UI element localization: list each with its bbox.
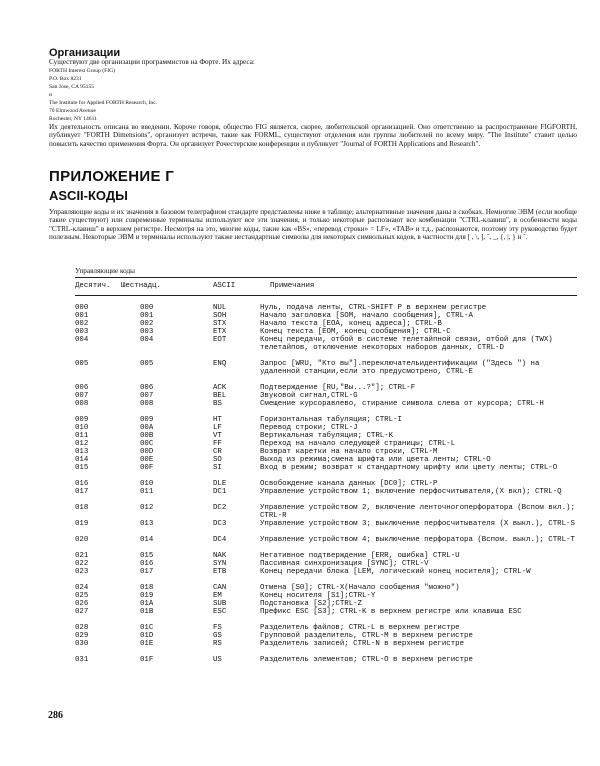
cell-ascii: SUB — [213, 600, 227, 608]
table-header-rule — [75, 295, 577, 296]
cell-hex: 002 — [140, 320, 154, 328]
cell-ascii: SI — [213, 464, 222, 472]
cell-dec: 025 — [75, 592, 89, 600]
cell-dec: 029 — [75, 632, 89, 640]
cell-hex: 019 — [140, 592, 154, 600]
header-hex: Шестнадц. — [121, 282, 161, 290]
cell-note: Разделитель файлов; CTRL-L в верхнем регистре — [260, 624, 460, 632]
address-line: The Institute for Applied FORTH Research, Inc. — [49, 100, 158, 106]
cell-hex: 01A — [140, 600, 154, 608]
cell-note: Освобождение канала данных [DC0]; CTRL-P — [260, 480, 438, 488]
cell-hex: 008 — [140, 400, 154, 408]
cell-hex: 005 — [140, 360, 154, 368]
cell-dec: 011 — [75, 432, 89, 440]
header-ascii: ASCII — [213, 282, 236, 290]
cell-dec: 001 — [75, 312, 89, 320]
cell-dec: 030 — [75, 640, 89, 648]
page-number: 286 — [48, 710, 63, 721]
cell-dec: 027 — [75, 608, 89, 616]
cell-dec: 005 — [75, 360, 89, 368]
address-separator: и — [49, 92, 52, 98]
address-line: San Jose, CA 95155 — [49, 84, 95, 90]
cell-note: Звуковой сигнал,CTRL-G — [260, 392, 358, 400]
cell-hex: 012 — [140, 504, 154, 512]
cell-hex: 010 — [140, 480, 154, 488]
cell-hex: 00A — [140, 424, 154, 432]
cell-dec: 002 — [75, 320, 89, 328]
cell-note: Управление устройством 4; выключение перфоратора (Вспом. выкл.); CTRL-T — [260, 536, 575, 544]
cell-note: Конец носителя [S1];CTRL-Y — [260, 592, 376, 600]
cell-ascii: SYN — [213, 560, 227, 568]
cell-dec: 013 — [75, 448, 89, 456]
cell-note: Разделитель записей; CTRL-N в верхнем регистре — [260, 640, 465, 648]
cell-hex: 016 — [140, 560, 154, 568]
cell-hex: 00E — [140, 456, 154, 464]
cell-dec: 021 — [75, 552, 89, 560]
cell-dec: 010 — [75, 424, 89, 432]
cell-hex: 011 — [140, 488, 154, 496]
cell-ascii: DC2 — [213, 504, 227, 512]
cell-note: Префикс ESC [S3]; CTRL-K в верхнем регистре или клавиша ESC — [260, 608, 522, 616]
cell-ascii: DC1 — [213, 488, 227, 496]
cell-note: Конец передачи, отбой в системе телетайпной связи, отбой для (TWX) телетайпов, отключение некоторых наборов данных, CTRL-D — [260, 336, 553, 353]
cell-dec: 004 — [75, 336, 89, 344]
cell-dec: 016 — [75, 480, 89, 488]
cell-note: Начало текста [EOA, конец адреса]; CTRL-B — [260, 320, 442, 328]
cell-dec: 009 — [75, 416, 89, 424]
cell-ascii: ESC — [213, 608, 227, 616]
cell-note: Пассивная синхронизация [SYNC]; CTRL-V — [260, 560, 429, 568]
cell-dec: 012 — [75, 440, 89, 448]
cell-ascii: FS — [213, 624, 222, 632]
cell-ascii: LF — [213, 424, 222, 432]
cell-dec: 020 — [75, 536, 89, 544]
cell-hex: 01B — [140, 608, 154, 616]
cell-dec: 022 — [75, 560, 89, 568]
cell-ascii: STX — [213, 320, 227, 328]
cell-hex: 001 — [140, 312, 154, 320]
cell-dec: 008 — [75, 400, 89, 408]
appendix-title: ПРИЛОЖЕНИЕ Г — [49, 168, 175, 185]
cell-dec: 024 — [75, 584, 89, 592]
cell-note: Начало заголовка [SOM, начало сообщения], CTRL-A — [260, 312, 473, 320]
cell-note: Конец передачи блока [LEM, логический конец носителя]; CTRL-W — [260, 568, 531, 576]
cell-note: Разделитель элементов; CTRL-O в верхнем регистре — [260, 656, 473, 664]
cell-note: Негативное подтверждение [ERR, ошибка] CTRL-U — [260, 552, 460, 560]
cell-ascii: CR — [213, 448, 222, 456]
cell-note: Вертикальная табуляция; CTRL-K — [260, 432, 394, 440]
cell-ascii: BS — [213, 400, 222, 408]
cell-hex: 000 — [140, 304, 154, 312]
cell-ascii: VT — [213, 432, 222, 440]
cell-hex: 00F — [140, 464, 154, 472]
cell-ascii: SOH — [213, 312, 227, 320]
address-line: 70 Elmwood Avenue — [49, 108, 96, 114]
cell-note: Перевод строки; CTRL-J — [260, 424, 358, 432]
cell-note: Конец текста [EOM, конец сообщения]; CTRL-C — [260, 328, 451, 336]
cell-dec: 023 — [75, 568, 89, 576]
cell-hex: 014 — [140, 536, 154, 544]
section-heading: Организации — [49, 47, 121, 59]
address-line: Rochester, NY 14611 — [49, 116, 97, 122]
cell-ascii: FF — [213, 440, 222, 448]
cell-hex: 015 — [140, 552, 154, 560]
cell-hex: 004 — [140, 336, 154, 344]
address-line: P.O. Box 8231 — [49, 76, 82, 82]
header-dec: Десятич. — [75, 282, 111, 290]
cell-hex: 00C — [140, 440, 154, 448]
cell-note: Подстановка [S2];CTRL-Z — [260, 600, 363, 608]
cell-note: Отмена [S0]; CTRL-X(Начало сообщения "можно") — [260, 584, 460, 592]
intro-sentence: Существуют две организации программистов на Форте. Их адреса: — [49, 58, 255, 66]
cell-ascii: EM — [213, 592, 222, 600]
cell-ascii: DLE — [213, 480, 227, 488]
cell-dec: 003 — [75, 328, 89, 336]
cell-ascii: GS — [213, 632, 222, 640]
cell-note: Запрос [WRU, "Кто вы"].переключательидентификации ("Здесь ") на удаленной станции,если это предусмотрено, CTRL-E — [260, 360, 540, 377]
cell-note: Переход на начало следующей страницы; CTRL-L — [260, 440, 456, 448]
appendix-subtitle: ASCII-КОДЫ — [49, 188, 128, 203]
cell-note: Управление устройством 3; выключение перфосчитывателя (X выкл.), CTRL-S — [260, 520, 575, 528]
table-caption: Управляющие коды — [75, 267, 136, 275]
cell-ascii: ACK — [213, 384, 227, 392]
cell-ascii: SO — [213, 456, 222, 464]
cell-dec: 017 — [75, 488, 89, 496]
cell-ascii: ETB — [213, 568, 227, 576]
cell-dec: 014 — [75, 456, 89, 464]
cell-ascii: NAK — [213, 552, 227, 560]
cell-dec: 028 — [75, 624, 89, 632]
cell-dec: 019 — [75, 520, 89, 528]
cell-ascii: NUL — [213, 304, 227, 312]
cell-note: Подтверждение [RU,"Вы...?"]; CTRL-F — [260, 384, 416, 392]
table-top-rule — [75, 277, 577, 278]
cell-hex: 018 — [140, 584, 154, 592]
cell-hex: 01E — [140, 640, 154, 648]
cell-dec: 015 — [75, 464, 89, 472]
cell-dec: 018 — [75, 504, 89, 512]
cell-dec: 031 — [75, 656, 89, 664]
appendix-intro-paragraph: Управляющие коды и их значения в базовом телеграфном стандарте представлены ниже в таблице; альтернативные значения даны в скобках. Немногие ЭВМ (если вообще такие существуют) или современные терминалы используют все эти значения, и только некоторые распознают все комбинации "CTRL-клавиш", в особенности коды "CTRL-клавиш" в верхнем регистре. Несмотря на это, многие коды, такие как «BS», «перевод строки» = LF», «TAB» и т.д., распознаются, поэтому эту руководство будет полезным. Некоторые ЭВМ и терминалы используют также нестандартные символы для некоторых символьных кодов, в частности для [ , \, ], ˆ, _, {, |, } и ˜. — [49, 208, 577, 242]
cell-dec: 000 — [75, 304, 89, 312]
cell-dec: 007 — [75, 392, 89, 400]
cell-note: Выход из режима;смена шрифта или цвета ленты; CTRL-O — [260, 456, 491, 464]
cell-hex: 017 — [140, 568, 154, 576]
cell-ascii: DC4 — [213, 536, 227, 544]
cell-hex: 00D — [140, 448, 154, 456]
cell-ascii: DC3 — [213, 520, 227, 528]
cell-hex: 013 — [140, 520, 154, 528]
cell-hex: 01F — [140, 656, 154, 664]
cell-dec: 026 — [75, 600, 89, 608]
cell-note: Нуль, подача ленты, CTRL-SHIFT P в верхнем регистре — [260, 304, 487, 312]
cell-ascii: CAN — [213, 584, 227, 592]
cell-ascii: RS — [213, 640, 222, 648]
cell-note: Смещение курсоравлево, стирание символа слева от курсора; CTRL-H — [260, 400, 544, 408]
cell-ascii: ETX — [213, 328, 227, 336]
cell-hex: 009 — [140, 416, 154, 424]
cell-dec: 006 — [75, 384, 89, 392]
cell-ascii: BEL — [213, 392, 227, 400]
cell-hex: 01C — [140, 624, 154, 632]
cell-ascii: HT — [213, 416, 222, 424]
cell-note: Горизонтальная табуляция; CTRL-I — [260, 416, 402, 424]
cell-hex: 003 — [140, 328, 154, 336]
cell-ascii: US — [213, 656, 222, 664]
cell-note: Групповой разделитель, CTRL-M в верхнем регистре — [260, 632, 473, 640]
cell-ascii: ENQ — [213, 360, 227, 368]
cell-ascii: EOT — [213, 336, 227, 344]
header-notes: Примечания — [270, 282, 315, 290]
cell-hex: 006 — [140, 384, 154, 392]
address-line: FORTH Interest Group (FIG) — [49, 68, 116, 74]
cell-hex: 007 — [140, 392, 154, 400]
organizations-paragraph: Их деятельность описана во введении. Короче говоря, общество FIG является, скорее, любительской организацией. Оно ответственно за распространение FIGFORTH, публикует "FORTH Dimensions", организует встречи, такие как FORML, существуют отделения или группы любителей по всему миру. "The Institute" ставит целью повысить качество применения Форта. Он организует Рочестерские конференции и публикует "Journal of FORTH Applications and Research". — [49, 123, 577, 148]
cell-hex: 01D — [140, 632, 154, 640]
cell-note: Вход в режим; возврат к стандартному шрифту или цвету ленты; CTRL-O — [260, 464, 558, 472]
cell-note: Возврат каретки на начало строки, CTRL-M — [260, 448, 438, 456]
cell-hex: 00B — [140, 432, 154, 440]
cell-note: Управление устройством 2, включение ленточногоперфоратора (Вспом вкл.); CTRL-R — [260, 504, 575, 521]
cell-note: Управление устройством 1; включение перфосчитывателя,(X вкл); CTRL-Q — [260, 488, 562, 496]
